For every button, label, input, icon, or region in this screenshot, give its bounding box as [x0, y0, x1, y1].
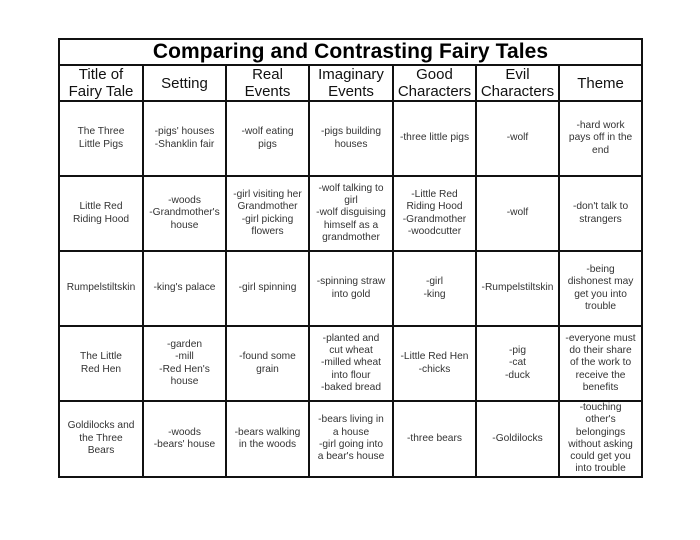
worksheet-title: Comparing and Contrasting Fairy Tales [59, 39, 642, 65]
cell-real-events [226, 101, 309, 176]
column-header-line: Characters [480, 83, 555, 100]
cell-setting [143, 101, 226, 176]
cell-line: -woods [168, 195, 201, 207]
cell-line: Red Hen [80, 363, 122, 375]
cell-line: -garden [166, 338, 203, 350]
cell-good-characters [393, 401, 476, 477]
cell-line: into gold [331, 288, 371, 300]
cell-line: receive the [575, 369, 626, 381]
cell-line: -girl [426, 276, 443, 288]
column-header-imaginary-events [309, 65, 393, 101]
cell-evil-characters [476, 326, 559, 401]
cell-line: get you into [574, 288, 627, 300]
column-header-title [59, 65, 143, 101]
cell-line: -Grandmother's [149, 207, 220, 219]
cell-line: -three bears [407, 432, 462, 444]
column-header-line: Theme [577, 74, 624, 92]
column-header-line: Events [328, 83, 374, 100]
fairy-tale-worksheet [58, 38, 641, 477]
cell-theme [559, 251, 642, 326]
cell-line: -pigs building [320, 126, 382, 138]
cell-evil-characters [476, 251, 559, 326]
cell-line: -king's palace [153, 282, 216, 294]
cell-line: pays off in the [568, 132, 633, 144]
cell-line: -Little Red Hen [400, 351, 469, 363]
column-header-evil-characters [476, 65, 559, 101]
cell-line: -woodcutter [407, 225, 462, 237]
cell-line: houses [334, 138, 368, 150]
cell-line: belongings [575, 426, 626, 438]
cell-evil-characters [476, 176, 559, 251]
cell-title [59, 101, 143, 176]
column-header-good-characters [393, 65, 476, 101]
cell-line: -wolf disguising [316, 207, 386, 219]
cell-imaginary-events [309, 176, 393, 251]
cell-line: trouble [584, 300, 617, 312]
cell-theme [559, 101, 642, 176]
header-row [59, 65, 642, 101]
cell-line: a house [332, 426, 370, 438]
cell-line: -hard work [576, 120, 625, 132]
cell-line: grain [256, 363, 279, 375]
table-row [59, 101, 642, 176]
cell-line: -bears' house [153, 438, 216, 450]
cell-line: -woods [168, 426, 201, 438]
cell-real-events [226, 326, 309, 401]
cell-line: -planted and [322, 332, 380, 344]
cell-line: -touching [579, 402, 622, 413]
cell-line: do their share [569, 345, 632, 357]
column-header-line: Events [244, 83, 291, 100]
cell-good-characters [393, 101, 476, 176]
cell-line: pigs [258, 138, 277, 150]
cell-line: into trouble [575, 463, 626, 475]
cell-line: -girl visiting her [233, 188, 302, 200]
cell-line: -chicks [418, 363, 451, 375]
cell-line: -Shanklin fair [154, 138, 215, 150]
column-header-setting [143, 65, 226, 101]
table-row [59, 251, 642, 326]
cell-line: -Goldilocks [492, 432, 543, 444]
table-body [59, 101, 642, 477]
cell-line: girl [344, 195, 358, 207]
cell-line: -milled wheat [320, 357, 382, 369]
cell-theme [559, 326, 642, 401]
cell-imaginary-events [309, 326, 393, 401]
cell-line: The Little [80, 351, 122, 363]
cell-line: Bears [87, 445, 115, 457]
cell-line: -king [423, 288, 446, 300]
cell-line: -Rumpelstiltskin [481, 282, 554, 294]
cell-line: -pig [509, 345, 526, 357]
cell-line: could get you [570, 451, 631, 463]
cell-evil-characters [476, 401, 559, 477]
cell-line: -wolf talking to [318, 182, 384, 194]
cell-line: strangers [579, 213, 622, 225]
cell-line: -wolf eating [241, 126, 294, 138]
cell-line: -cat [509, 357, 526, 369]
cell-line: Grandmother [237, 201, 298, 213]
cell-line: -Little Red [411, 188, 458, 200]
cell-theme [559, 401, 642, 477]
cell-theme [559, 176, 642, 251]
cell-line: -Grandmother [402, 213, 467, 225]
cell-good-characters [393, 176, 476, 251]
cell-real-events [226, 401, 309, 477]
cell-title [59, 401, 143, 477]
title-row [59, 39, 642, 65]
column-header-real-events [226, 65, 309, 101]
cell-line: -pigs' houses [154, 126, 215, 138]
column-header-line: Fairy Tale [68, 83, 134, 100]
cell-line: himself as a [323, 219, 379, 231]
cell-line: -Red Hen's [159, 363, 210, 375]
column-header-line: Characters [397, 83, 472, 100]
table-row [59, 176, 642, 251]
cell-line: house [170, 375, 199, 387]
cell-real-events [226, 176, 309, 251]
cell-setting [143, 326, 226, 401]
cell-line: -duck [505, 369, 530, 381]
cell-line: -being [586, 263, 615, 275]
cell-line: of the work to [569, 357, 632, 369]
cell-real-events [226, 251, 309, 326]
cell-line: other's [585, 414, 616, 426]
comparison-table [58, 38, 643, 478]
column-header-theme [559, 65, 642, 101]
cell-line: into flour [331, 369, 371, 381]
cell-line: cut wheat [329, 345, 373, 357]
cell-line: -wolf [506, 132, 529, 144]
cell-setting [143, 176, 226, 251]
cell-line: -don't talk to [572, 201, 629, 213]
column-header-line: Imaginary [318, 66, 384, 83]
column-header-line: Good [416, 66, 453, 83]
cell-line: grandmother [322, 231, 380, 243]
cell-line: dishonest may [567, 276, 634, 288]
column-header-line: Evil [505, 66, 530, 83]
cell-line: flowers [251, 225, 284, 237]
cell-line: -bears living in [318, 414, 384, 426]
cell-line: Little Red [79, 201, 123, 213]
cell-imaginary-events [309, 101, 393, 176]
cell-imaginary-events [309, 251, 393, 326]
cell-line: benefits [582, 381, 619, 393]
cell-line: -girl going into [319, 438, 383, 450]
cell-line: end [592, 144, 610, 156]
cell-line: Little Pigs [78, 138, 124, 150]
cell-line: a bear's house [317, 451, 385, 463]
cell-title [59, 326, 143, 401]
cell-line: without asking [568, 438, 633, 450]
cell-line: The Three [77, 126, 125, 138]
column-header-line: Title of [78, 66, 124, 83]
cell-line: -three little pigs [399, 132, 470, 144]
cell-line: -mill [175, 351, 194, 363]
cell-imaginary-events [309, 401, 393, 477]
cell-line: -girl picking [241, 213, 294, 225]
cell-setting [143, 251, 226, 326]
cell-title [59, 176, 143, 251]
cell-line: -baked bread [320, 381, 382, 393]
cell-setting [143, 401, 226, 477]
cell-line: the Three [79, 432, 123, 444]
cell-evil-characters [476, 101, 559, 176]
cell-line: -bears walking [234, 426, 301, 438]
cell-line: Rumpelstiltskin [66, 282, 136, 294]
column-header-line: Real [252, 66, 283, 83]
cell-line: Goldilocks and [67, 420, 135, 432]
table-row [59, 326, 642, 401]
cell-line: -spinning straw [316, 276, 386, 288]
column-header-line: Setting [161, 74, 208, 92]
table-row [59, 401, 642, 477]
cell-line: -everyone must [565, 332, 636, 344]
cell-title [59, 251, 143, 326]
cell-line: Riding Hood [72, 213, 130, 225]
cell-line: Riding Hood [406, 201, 463, 213]
cell-good-characters [393, 326, 476, 401]
cell-good-characters [393, 251, 476, 326]
cell-line: -found some [239, 351, 296, 363]
cell-line: -wolf [506, 207, 529, 219]
cell-line: house [170, 219, 199, 231]
cell-line: in the woods [238, 438, 297, 450]
cell-line: -girl spinning [238, 282, 297, 294]
